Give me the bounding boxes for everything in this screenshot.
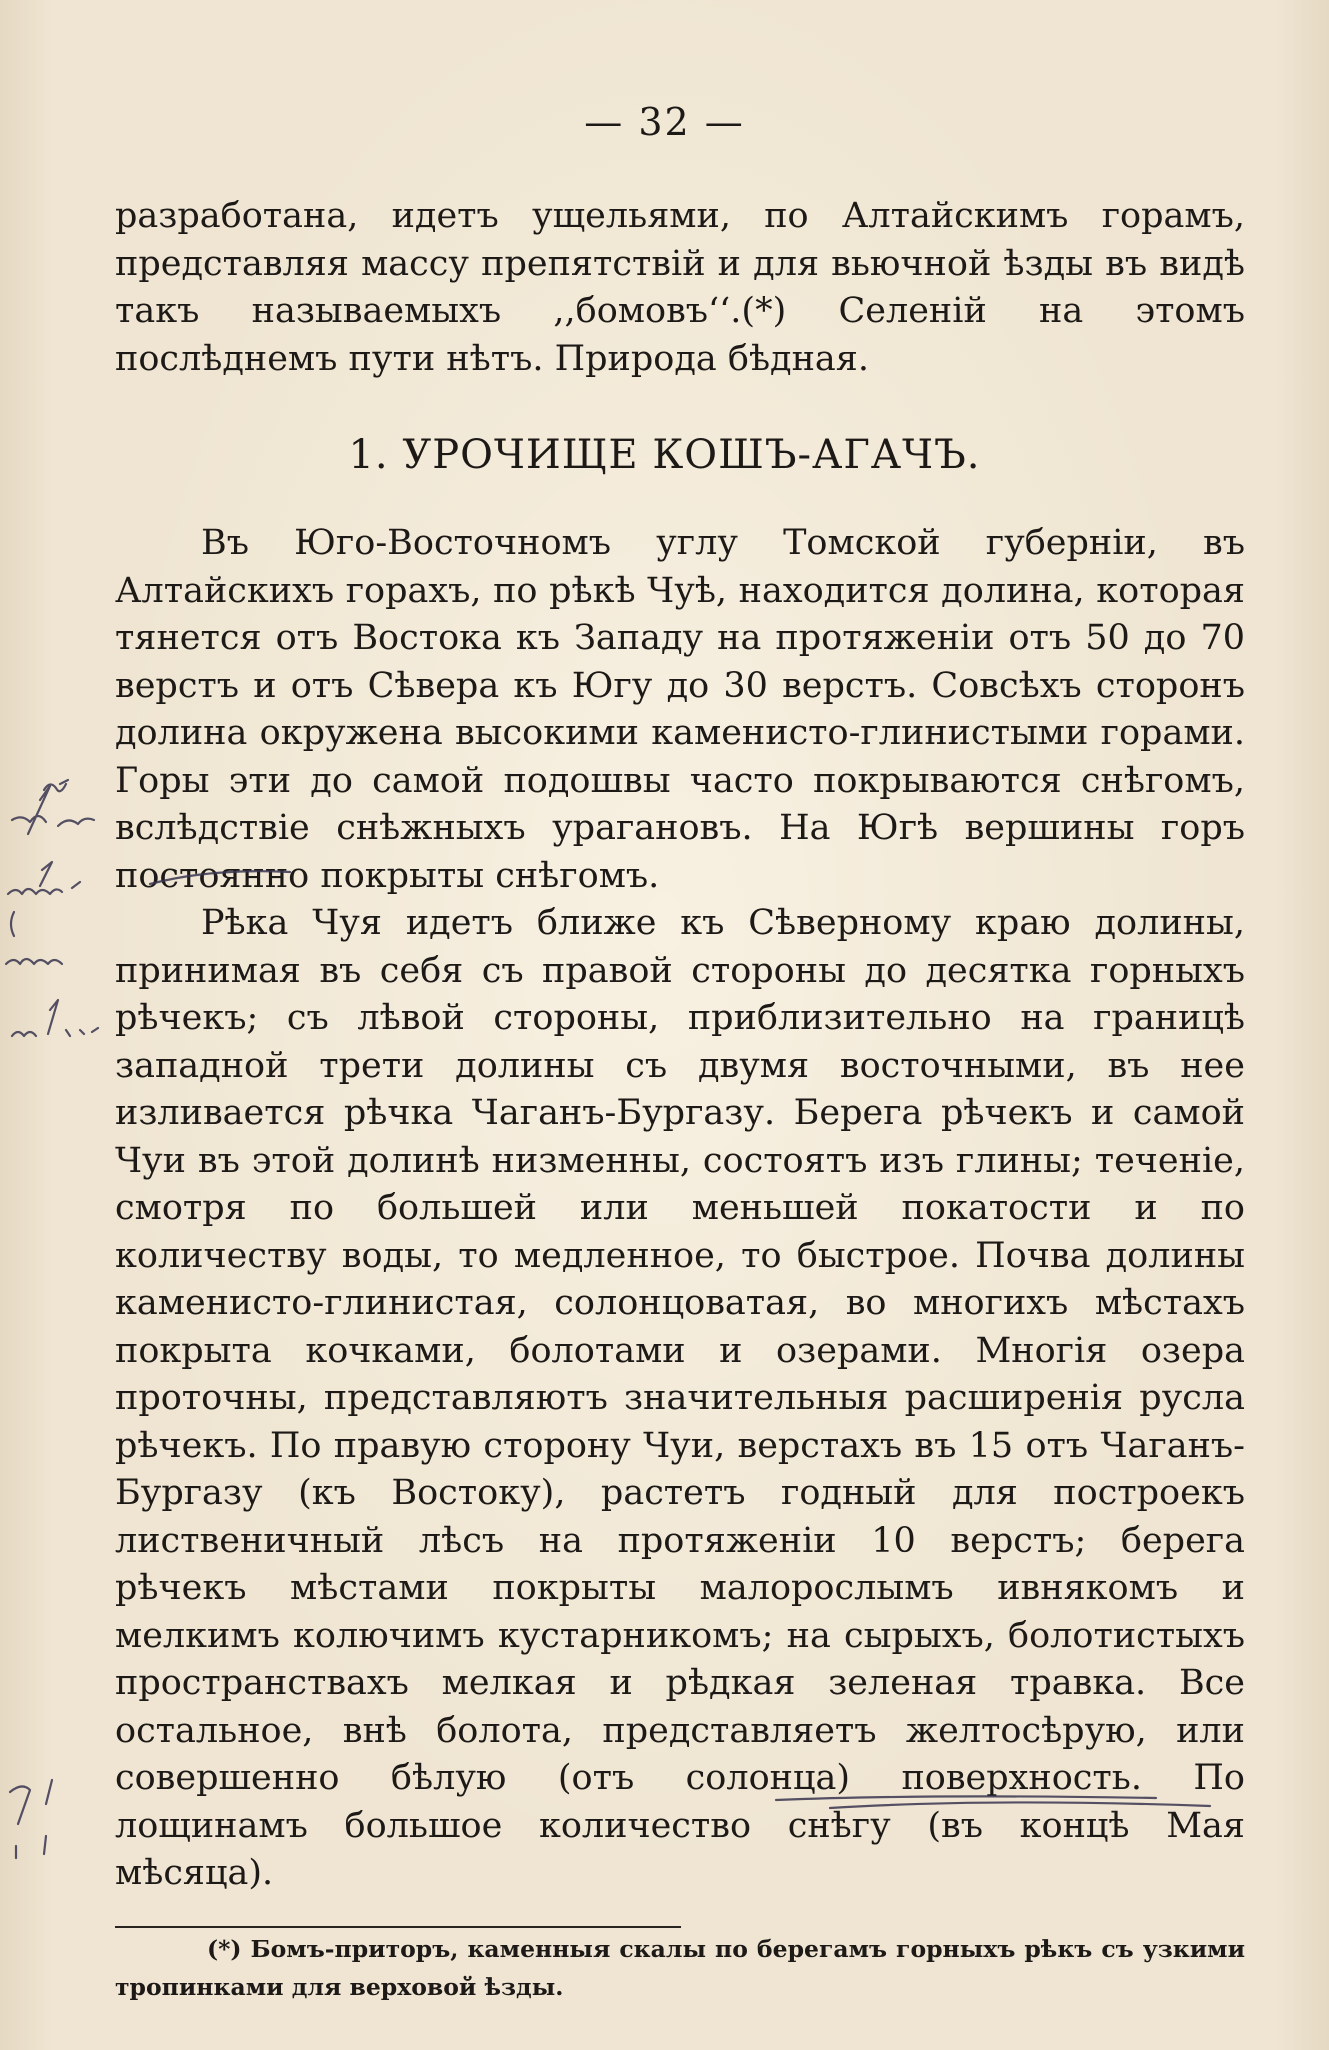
paragraph-2: Рѣка Чуя идетъ ближе къ Сѣверному краю долины, принимая въ себя съ правой стороны до десятка горныхъ рѣчекъ; съ лѣвой стороны, приблизительно на границѣ западной трети долины съ двумя восточными, въ нее изливается рѣчка Чаганъ-Бургазу. Берега рѣчекъ и самой Чуи въ этой долинѣ низменны, состоятъ изъ глины; теченіе, смотря по большей или меньшей покатости и по количеству воды, то медленное, то быстрое. Почва долины каменисто-глинистая, солонцоватая, во многихъ мѣстахъ покрыта кочками, болотами и озерами. Многія озера проточны, представляютъ значительныя расширенія русла рѣчекъ. По правую сторону Чуи, верстахъ въ 15 отъ Чаганъ-Бургазу (къ Востоку), растетъ годный для построекъ лиственичный лѣсъ на протяженіи 10 верстъ; берега рѣчекъ мѣстами покрыты малорослымъ ивнякомъ и мелкимъ колючимъ кустарникомъ; на сырыхъ, болотистыхъ пространствахъ мелкая и рѣдкая зеленая травка. Все остальное, внѣ болота, представляетъ желтосѣрую, или совершенно бѣлую (отъ солонца) поверхность. По лощинамъ большое количество снѣгу (въ концѣ Мая мѣсяца). [115, 903, 1245, 1893]
intro-paragraph: разработана, идетъ ущельями, по Алтайскимъ горамъ, представляя массу препятствій и для вьючной ѣзды въ видѣ такъ называемыхъ ,,бомовъ‘‘.(*) Селеній на этомъ послѣднемъ пути нѣтъ. Природа бѣдная. [115, 196, 1245, 379]
page-number: — 32 — [584, 100, 745, 144]
intro-paragraph-block [115, 193, 1245, 383]
paragraph-1: Въ Юго-Восточномъ углу Томской губерніи, въ Алтайскихъ горахъ, по рѣкѣ Чуѣ, находится долина, которая тянется отъ Востока къ Западу на протяженіи отъ 50 до 70 верстъ и отъ Сѣвера къ Югу до 30 верстъ. Совсѣхъ сторонъ долина окружена высокими каменисто-глинистыми горами. Горы эти до самой подошвы часто покрываются снѣгомъ, вслѣдствіе снѣжныхъ урагановъ. На Югѣ вершины горъ постоянно покрыты снѣгомъ. [115, 523, 1245, 896]
footnote-divider [115, 1926, 681, 1928]
footnote-text: (*) Бомъ-приторъ, каменныя скалы по берегамъ горныхъ рѣкъ съ узкими тропинками для верховой ѣзды. [115, 1935, 1245, 2001]
body-text-block [115, 520, 1245, 1898]
footnote [115, 1930, 1245, 2006]
section-heading: 1. УРОЧИЩЕ КОШЪ-АГАЧЪ. [348, 432, 981, 478]
